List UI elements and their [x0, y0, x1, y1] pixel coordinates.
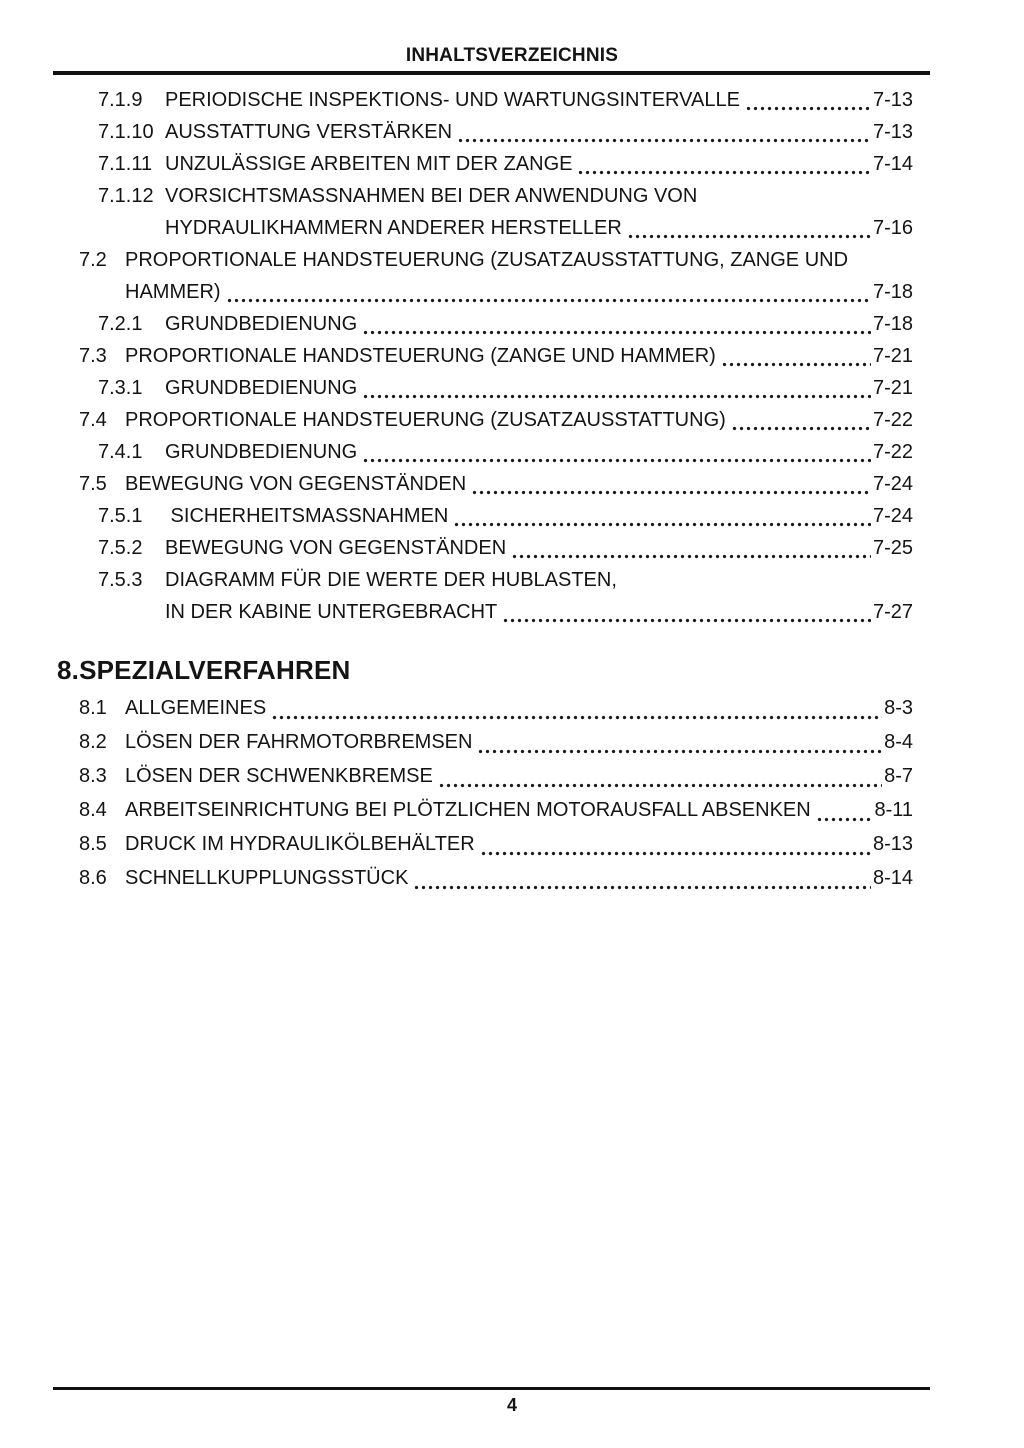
toc-leader-dots [453, 500, 871, 527]
toc-entry-page: 8-7 [884, 765, 913, 787]
toc-entry-title: GRUNDBEDIENUNG [165, 313, 358, 335]
page-number: 4 [506, 1395, 517, 1415]
toc-leader-dots [413, 861, 871, 890]
toc-entry-title: IN DER KABINE UNTERGEBRACHT [165, 601, 498, 623]
header-rule [53, 71, 930, 75]
toc-entry-number: 7.3 [79, 345, 107, 367]
toc-entry-title: GRUNDBEDIENUNG [165, 441, 358, 463]
toc-entry-page: 8-14 [872, 867, 913, 889]
toc-entry-number: 8.2 [79, 731, 107, 753]
toc-entry-title: VORSICHTSMASSNAHMEN BEI DER ANWENDUNG VON [165, 185, 698, 207]
toc-entry-page: 8-13 [872, 833, 913, 855]
toc-leader-dots [577, 148, 870, 175]
toc-entry-number: 7.5.2 [98, 537, 143, 559]
toc-entry [53, 793, 930, 827]
toc-entry-page: 7-27 [872, 601, 913, 623]
toc-entry-page: 7-25 [872, 537, 913, 559]
toc-entry-page: 8-11 [874, 799, 913, 821]
toc-leader-dots [816, 793, 873, 822]
toc-entry [53, 340, 930, 372]
section-heading: 8.SPEZIALVERFAHREN [57, 655, 351, 685]
toc-entry [53, 468, 930, 500]
toc-entry [53, 827, 930, 861]
toc-entry [53, 691, 930, 725]
toc-entry-continuation [53, 212, 930, 244]
toc-entry-number: 8.3 [79, 765, 107, 787]
toc-entry-title: AUSSTATTUNG VERSTÄRKEN [165, 121, 453, 143]
toc-entry-number: 7.2 [79, 249, 107, 271]
toc-entry [53, 244, 930, 276]
toc-leader-dots [731, 404, 871, 431]
toc-leader-dots [480, 827, 871, 856]
toc-entry-number: 7.5.1 [98, 505, 143, 527]
toc-entry-continuation [53, 276, 930, 308]
toc-entry-number: 7.1.9 [98, 89, 143, 111]
toc-leader-dots [271, 691, 882, 720]
toc-entry-number: 7.1.11 [98, 153, 153, 175]
toc-entry-page: 7-18 [872, 281, 913, 303]
toc-entry-title: LÖSEN DER SCHWENKBREMSE [125, 765, 433, 787]
toc-entry-title: DIAGRAMM FÜR DIE WERTE DER HUBLASTEN, [165, 569, 617, 591]
toc-leader-dots [226, 276, 871, 303]
toc-entry-title: ARBEITSEINRICHTUNG BEI PLÖTZLICHEN MOTORAUSFALL ABSENKEN [125, 799, 811, 821]
toc-leader-dots [745, 84, 871, 111]
toc-entry-title: GRUNDBEDIENUNG [165, 377, 358, 399]
toc-entry-number: 8.6 [79, 867, 107, 889]
toc-entry-title: ALLGEMEINES [125, 697, 267, 719]
toc-entry [53, 532, 930, 564]
toc-entry-title: HAMMER) [125, 281, 221, 303]
toc-entry-title: DRUCK IM HYDRAULIKÖLBEHÄLTER [125, 833, 475, 855]
toc-entry [53, 308, 930, 340]
toc-entry-number: 7.2.1 [98, 313, 143, 335]
page-title: INHALTSVERZEICHNIS [405, 45, 619, 66]
toc-entry-number: 7.4 [79, 409, 107, 431]
toc-entry [53, 404, 930, 436]
toc-entry-title: SICHERHEITSMASSNAHMEN [165, 505, 449, 527]
toc-entry-title: PERIODISCHE INSPEKTIONS- UND WARTUNGSINTERVALLE [165, 89, 740, 111]
toc-entry-title: HYDRAULIKHAMMERN ANDERER HERSTELLER [165, 217, 622, 239]
toc-entry [53, 759, 930, 793]
toc-leader-dots [627, 212, 871, 239]
toc-entry-title: PROPORTIONALE HANDSTEUERUNG (ZUSATZAUSSTATTUNG, ZANGE UND [125, 249, 849, 271]
toc-leader-dots [477, 725, 882, 754]
toc-leader-dots [362, 436, 871, 463]
toc-entry-page: 7-13 [872, 121, 913, 143]
toc-entry-page: 7-18 [872, 313, 913, 335]
toc-entry-page: 7-16 [872, 217, 913, 239]
toc-entry-number: 7.1.12 [98, 185, 154, 207]
toc-leader-dots [502, 596, 871, 623]
toc-entry-page: 7-14 [872, 153, 913, 175]
toc-entry-title: LÖSEN DER FAHRMOTORBREMSEN [125, 731, 473, 753]
toc-entry [53, 372, 930, 404]
toc-entry [53, 500, 930, 532]
toc-entry-page: 7-21 [872, 377, 913, 399]
toc-entry [53, 436, 930, 468]
toc-entry-number: 8.4 [79, 799, 107, 821]
toc-entry-title: PROPORTIONALE HANDSTEUERUNG (ZANGE UND HAMMER) [125, 345, 716, 367]
toc-entry [53, 564, 930, 596]
toc-entry-page: 7-21 [872, 345, 913, 367]
toc-entry-page: 7-24 [872, 473, 913, 495]
toc-entry-page: 7-13 [872, 89, 913, 111]
footer-rule [53, 1387, 930, 1390]
toc-entry-number: 8.5 [79, 833, 107, 855]
toc-entry-title: UNZULÄSSIGE ARBEITEN MIT DER ZANGE [165, 153, 573, 175]
toc-entry [53, 148, 930, 180]
toc-entry [53, 180, 930, 212]
toc-entry-number: 7.4.1 [98, 441, 143, 463]
toc-leader-dots [457, 116, 871, 143]
toc-leader-dots [721, 340, 871, 367]
toc-section [53, 655, 930, 895]
toc-entry-page: 7-24 [872, 505, 913, 527]
toc-entry-number: 7.5.3 [98, 569, 143, 591]
toc-entry-number: 7.1.10 [98, 121, 154, 143]
toc-entry-title: BEWEGUNG VON GEGENSTÄNDEN [165, 537, 507, 559]
toc-entry-title: BEWEGUNG VON GEGENSTÄNDEN [125, 473, 467, 495]
toc-section [53, 84, 930, 628]
toc-entry [53, 116, 930, 148]
toc-entry-page: 7-22 [872, 441, 913, 463]
toc-entry-number: 8.1 [79, 697, 107, 719]
table-of-contents [53, 84, 930, 895]
toc-entry [53, 725, 930, 759]
toc-entry [53, 84, 930, 116]
toc-entry-number: 7.3.1 [98, 377, 143, 399]
toc-entry-continuation [53, 596, 930, 628]
toc-leader-dots [362, 308, 871, 335]
toc-entry-number: 7.5 [79, 473, 107, 495]
toc-leader-dots [511, 532, 871, 559]
toc-entry [53, 861, 930, 895]
toc-entry-page: 7-22 [872, 409, 913, 431]
toc-leader-dots [471, 468, 871, 495]
toc-leader-dots [362, 372, 871, 399]
toc-entry-title: SCHNELLKUPPLUNGSSTÜCK [125, 867, 409, 889]
toc-entry-page: 8-4 [884, 731, 913, 753]
toc-leader-dots [438, 759, 882, 788]
toc-entry-title: PROPORTIONALE HANDSTEUERUNG (ZUSATZAUSSTATTUNG) [125, 409, 726, 431]
toc-entry-page: 8-3 [884, 697, 913, 719]
